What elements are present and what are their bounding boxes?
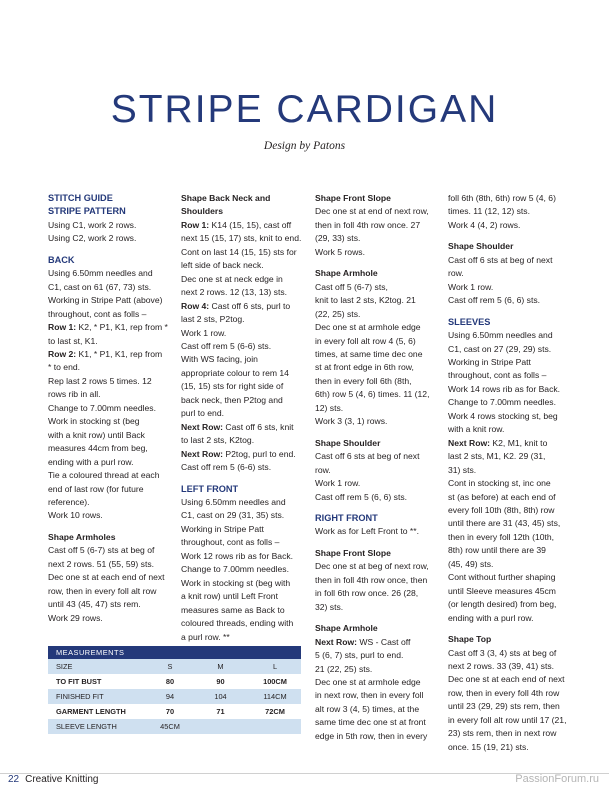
subsection-heading: Shape Armhole	[315, 623, 378, 634]
size-s-value: 45CM	[160, 722, 180, 731]
instruction-line: With WS facing, join	[181, 354, 258, 365]
subsection-heading: Shape Front Slope	[315, 547, 391, 558]
row-label: Next Row:	[315, 636, 358, 647]
designer-byline: Design by Patons	[263, 140, 346, 152]
instruction-line: 12) sts.	[315, 402, 344, 413]
instruction-line: Dec one st at beg of next row,	[315, 561, 429, 572]
size-m-value: 71	[216, 707, 225, 716]
size-l-value: L	[272, 662, 278, 671]
size-l-value: 72CM	[265, 707, 285, 716]
instruction-line: Work 4 (4, 2) rows.	[448, 219, 521, 230]
instruction-line: until 43 (45, 47) sts rem.	[48, 599, 141, 610]
size-l-value: 100CM	[263, 677, 287, 686]
instruction-line: Dec one st at armhole edge	[315, 322, 421, 333]
row-label: Row 4:	[181, 300, 210, 311]
instruction-line: Work 4 rows stocking st, beg	[448, 410, 558, 421]
instruction-line: coloured threads, ending with	[181, 618, 294, 629]
instruction-line: Cast off rem 5 (6, 6) sts.	[448, 295, 541, 306]
subsection-heading: Shape Armholes	[48, 531, 116, 542]
instruction-line: Dec one st at each end of next	[448, 674, 565, 685]
instruction-line: Tie a coloured thread at each	[48, 470, 160, 481]
instruction-line: then in every foll 12th (10th,	[448, 531, 555, 542]
subsection-heading: Shoulders	[181, 206, 224, 217]
instruction-line: C1, cast on 29 (31, 35) sts.	[181, 510, 285, 521]
instruction-line: Work 29 rows.	[48, 612, 103, 623]
row-label: SIZE	[56, 662, 73, 671]
instruction-line: Work in stocking st (beg	[48, 416, 140, 427]
size-s-value: 94	[165, 692, 175, 701]
instruction-line: last 2 sts, M1, K2. 29 (31,	[448, 451, 546, 462]
size-m-value: 90	[216, 677, 225, 686]
section-heading: STRIPE PATTERN	[48, 206, 126, 217]
instruction-line: Change to 7.00mm needles.	[448, 397, 556, 408]
table-row	[48, 674, 301, 689]
instruction-line: reference).	[48, 496, 90, 507]
instruction-line: left side of back neck.	[181, 260, 264, 271]
instruction-line: Change to 7.00mm needles.	[48, 402, 156, 413]
instruction-line: st at front edge in 6th row,	[315, 362, 414, 373]
instruction-line: measures same as Back to	[181, 604, 285, 615]
instruction-line: throughout, cont as folls –	[181, 537, 280, 548]
instruction-line: Cont in stocking st, inc one	[448, 478, 551, 489]
instruction-line	[181, 219, 305, 232]
instruction-line: purl to end.	[181, 408, 224, 419]
table-row	[48, 689, 301, 704]
instruction-line: with a knit row.	[448, 424, 505, 435]
instruction-line: foll 6th (8th, 6th) row 5 (4, 6)	[448, 193, 556, 203]
instruction-line: in foll 6th row once. 26 (28,	[315, 588, 419, 599]
instruction-line: next 2 rows. 51 (55, 59) sts.	[48, 558, 155, 569]
site-watermark: PassionForum.ru	[515, 773, 599, 785]
instruction-line: C1, cast on 27 (29, 29) sts.	[448, 343, 552, 354]
instruction-line: Cont on last 14 (15, 15) sts for	[181, 246, 297, 257]
instruction-line: Cast off 5 (6-7) sts,	[315, 281, 388, 292]
instruction-line: then in foll 4th row once. 27	[315, 219, 421, 230]
instruction-line: 32) sts.	[315, 601, 344, 612]
instruction-line: Change to 7.00mm needles.	[181, 564, 289, 575]
instruction-line: until there are 31 (43, 45) sts,	[448, 518, 561, 529]
instruction-line: in every foll alt row until 17 (21,	[448, 714, 567, 725]
row-text: Cast off 6 sts, purl to	[209, 300, 291, 311]
instruction-line: 5 (6, 7) sts, purl to end.	[315, 650, 404, 661]
instruction-line: until Sleeve measures 45cm	[448, 585, 556, 596]
instruction-line: a purl row. **	[181, 631, 230, 642]
instruction-line: Cast off 3 (3, 4) sts at beg of	[448, 647, 557, 658]
instruction-line: Work in stocking st (beg with	[181, 577, 291, 588]
instruction-line	[448, 437, 572, 450]
row-label: Row 1:	[181, 219, 210, 230]
instruction-line: Using 6.50mm needles and	[181, 496, 286, 507]
instruction-line: measures 44cm from beg,	[48, 443, 148, 454]
row-text: K2, M1, knit to	[490, 437, 548, 448]
instruction-line: Work 1 row.	[315, 478, 361, 489]
row-text: Cast off 6 sts, knit	[223, 421, 294, 432]
instruction-line: rows rib in all.	[48, 389, 101, 400]
instruction-line: Dec one st at each end of next	[48, 572, 165, 583]
table-row	[48, 704, 301, 719]
row-label: TO FIT BUST	[56, 677, 102, 686]
row-label: SLEEVE LENGTH	[56, 722, 117, 731]
instruction-line: Dec one st at end of next row,	[315, 206, 429, 217]
instruction-line	[48, 321, 172, 334]
instruction-line: row.	[315, 464, 331, 475]
instruction-line: next 15 (15, 17) sts, knit to end.	[181, 233, 302, 244]
instruction-line: (45, 49) sts.	[448, 558, 494, 569]
instruction-line: Cast off rem 5 (6, 6) sts.	[315, 491, 408, 502]
section-heading: BACK	[48, 254, 75, 265]
instruction-line: a knit row) until Left Front	[181, 591, 278, 602]
instruction-line: Cast off 6 sts at beg of next	[315, 451, 420, 462]
instruction-line: end of last row (for future	[48, 483, 144, 494]
page-title: STRIPE CARDIGAN	[110, 88, 499, 131]
column-4	[448, 192, 572, 754]
instruction-line: next 2 rows. 12 (13, 13) sts.	[181, 287, 288, 298]
row-label: Row 1:	[48, 322, 77, 333]
instruction-line: ending with a purl row.	[48, 456, 134, 467]
instruction-line: Cast off rem 5 (6-6) sts.	[181, 340, 272, 351]
subsection-heading: Shape Armhole	[315, 268, 378, 279]
size-s-value: S	[167, 662, 173, 671]
instruction-line: row, then in every foll alt row	[48, 585, 157, 596]
instruction-line: Cast off rem 5 (6-6) sts.	[181, 462, 272, 473]
instruction-line: row.	[448, 268, 464, 279]
instruction-line: (29, 33) sts.	[315, 233, 361, 244]
instruction-line: Using C2, work 2 rows.	[48, 233, 137, 244]
instruction-line: Work 1 row.	[448, 281, 494, 292]
instruction-line: Work 10 rows.	[48, 510, 103, 521]
subsection-heading: Shape Shoulder	[448, 241, 514, 252]
instruction-line: (or length desired) from beg,	[448, 599, 557, 610]
instruction-line: times. 11 (12, 12) sts.	[448, 206, 530, 217]
page-footer	[8, 774, 99, 785]
instruction-line: Dec one st at armhole edge	[315, 676, 421, 687]
section-heading: LEFT FRONT	[181, 483, 239, 494]
row-text: WS - Cast off	[357, 636, 411, 647]
instruction-line: throughout, cont as folls –	[448, 370, 547, 381]
section-heading: SLEEVES	[448, 316, 491, 327]
instruction-line: every foll 10th (8th, 8th) row	[448, 504, 555, 515]
instruction-line: row, then in every foll 4th row	[448, 687, 560, 698]
instruction-line: with a knit row) until Back	[48, 429, 145, 440]
instruction-line: alt row 3 (4, 5) times, at the	[315, 703, 420, 714]
instruction-line: Dec one st at neck edge in	[181, 273, 283, 284]
instruction-line: edge in 5th row, then in every	[315, 730, 428, 741]
instruction-line: ending with a purl row.	[448, 612, 534, 623]
row-label: Next Row:	[181, 421, 224, 432]
instruction-line: Work as for Left Front to **.	[315, 526, 419, 537]
instruction-line	[315, 636, 439, 649]
instruction-line: then in foll 4th row once, then	[315, 574, 428, 585]
instruction-line: once. 15 (19, 21) sts.	[448, 741, 529, 752]
instruction-line: Working in Stripe Patt	[181, 523, 264, 534]
instruction-line: (15, 15) sts for right side of	[181, 381, 284, 392]
instruction-line: until 23 (29, 29) sts rem, then	[448, 701, 560, 712]
instruction-line: to last 2 sts, K2tog.	[181, 435, 255, 446]
measurements-header: MEASUREMENTS	[48, 646, 301, 659]
instruction-line: Cont without further shaping	[448, 572, 556, 583]
publication-name: Creative Knitting	[25, 774, 99, 785]
instruction-line	[181, 300, 305, 313]
instruction-line: back neck, then P2tog and	[181, 394, 283, 405]
instruction-line: then in every foll 6th (8th,	[315, 375, 412, 386]
instruction-line: Using C1, work 2 rows.	[48, 219, 137, 230]
instruction-line: to last st, K1.	[48, 335, 98, 346]
instruction-line: throughout, cont as folls –	[48, 308, 147, 319]
table-row	[48, 719, 301, 734]
row-label: FINISHED FIT	[56, 692, 104, 701]
instruction-line: 21 (22, 25) sts.	[315, 663, 373, 674]
row-text: K14 (15, 15), cast off	[209, 219, 292, 230]
subsection-heading: Shape Top	[448, 634, 492, 645]
instruction-line: C1, cast on 61 (67, 73) sts.	[48, 281, 152, 292]
column-2	[181, 192, 305, 644]
instruction-line: Rep last 2 rows 5 times. 12	[48, 375, 152, 386]
instruction-line: knit to last 2 sts, K2tog. 21	[315, 295, 416, 306]
instruction-line: Work 5 rows.	[315, 246, 365, 257]
table-row	[48, 659, 301, 674]
instruction-line: Working in Stripe Patt (above)	[48, 295, 163, 306]
section-heading: STITCH GUIDE	[48, 193, 113, 203]
instruction-line: (22, 25) sts.	[315, 308, 361, 319]
subsection-heading: Shape Back Neck and	[181, 193, 271, 203]
page-number: 22	[8, 774, 20, 785]
size-m-value: M	[217, 662, 224, 671]
instruction-line: in every foll alt row 4 (5, 6)	[315, 335, 416, 346]
column-1	[48, 192, 172, 625]
instruction-line: Work 12 rows rib as for Back.	[181, 550, 294, 561]
instruction-line: appropriate colour to rem 14	[181, 367, 289, 378]
row-label: Next Row:	[181, 448, 224, 459]
instruction-line: next 2 rows. 33 (39, 41) sts.	[448, 660, 555, 671]
instruction-line: times, at same time dec one	[315, 348, 423, 359]
instruction-line: Cast off 6 sts at beg of next	[448, 254, 553, 265]
instruction-line: Work 14 rows rib as for Back.	[448, 383, 561, 394]
instruction-line: last 2 sts, P2tog.	[181, 314, 245, 325]
row-text: K2, * P1, K1, rep from *	[76, 322, 168, 333]
instruction-line	[48, 348, 172, 361]
size-l-value: 114CM	[263, 692, 287, 701]
row-text: P2tog, purl to end.	[223, 448, 296, 459]
column-3	[315, 192, 439, 743]
row-text: K1, * P1, K1, rep from	[76, 348, 163, 359]
size-s-value: 80	[165, 677, 175, 686]
size-m-value: 104	[214, 692, 227, 701]
instruction-line: Working in Stripe Patt	[448, 356, 531, 367]
instruction-line: Using 6.50mm needles and	[448, 330, 553, 341]
size-s-value: 70	[165, 707, 175, 716]
instruction-line: * to end.	[48, 362, 81, 373]
instruction-line: Using 6.50mm needles and	[48, 268, 153, 279]
subsection-heading: Shape Shoulder	[315, 437, 381, 448]
row-label: Next Row:	[448, 437, 491, 448]
row-label: Row 2:	[48, 348, 77, 359]
instruction-line: same time dec one st at front	[315, 717, 426, 728]
instruction-line: 6th) row 5 (4, 6) times. 11 (12,	[315, 389, 430, 400]
instruction-line: 23) sts rem, then in next row	[448, 728, 557, 739]
instruction-line	[181, 421, 305, 434]
instruction-line: Work 3 (3, 1) rows.	[315, 416, 388, 427]
instruction-line: in next row, then in every foll	[315, 690, 424, 701]
measurements-table	[48, 646, 301, 734]
instruction-line: 8th) row until there are 39	[448, 545, 546, 556]
instruction-line: st (as before) at each end of	[448, 491, 556, 502]
row-label: GARMENT LENGTH	[56, 707, 126, 716]
instruction-line: 31) sts.	[448, 464, 477, 475]
instruction-line: Work 1 row.	[181, 327, 227, 338]
instruction-line	[181, 448, 305, 461]
section-heading: RIGHT FRONT	[315, 512, 378, 523]
instruction-line: Cast off 5 (6-7) sts at beg of	[48, 545, 155, 556]
subsection-heading: Shape Front Slope	[315, 193, 391, 203]
